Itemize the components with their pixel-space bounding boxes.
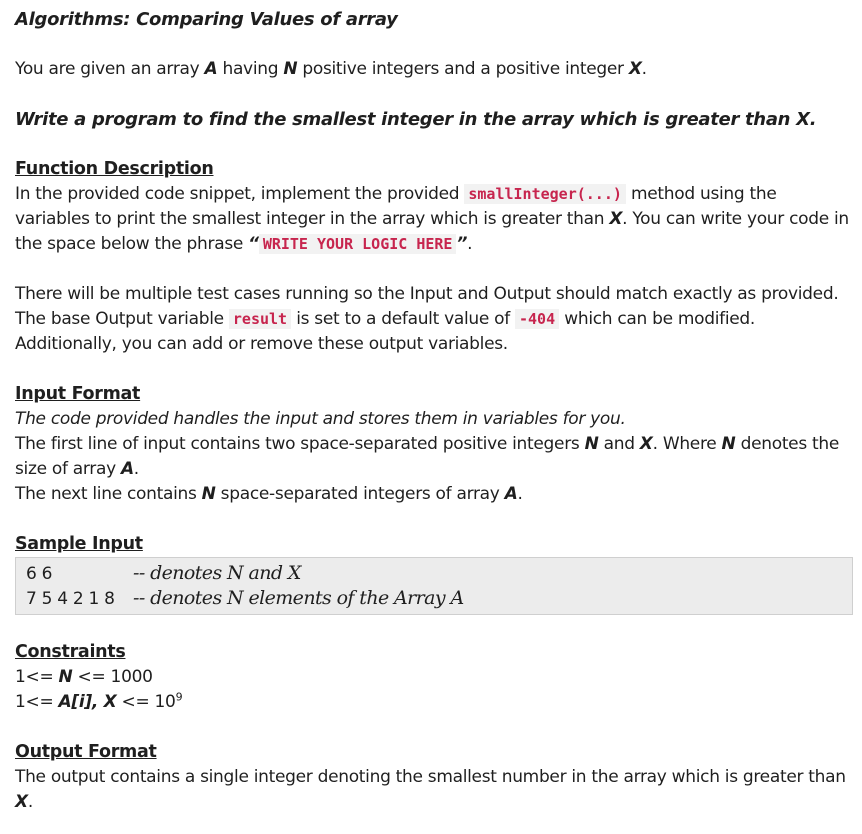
sample-input-heading: Sample Input	[15, 534, 143, 554]
var-a: A	[504, 484, 518, 504]
var-a: A	[204, 59, 218, 79]
var-n: N	[58, 667, 73, 687]
var-x: X	[628, 59, 642, 79]
if-text: The next line contains	[15, 484, 202, 504]
fd-text: is set to a default value of	[296, 309, 515, 329]
output-format-heading: Output Format	[15, 742, 157, 762]
test-cases-note: There will be multiple test cases running so the Input and Output should match exactly as provided.	[15, 284, 839, 304]
var-a: A	[120, 459, 134, 479]
close-quote: ”	[456, 234, 468, 254]
var-ai-x: A[i], X	[58, 692, 117, 712]
constraint-1	[15, 665, 856, 690]
fd-text: The base Output variable	[15, 309, 229, 329]
intro-text: You are given an array	[15, 59, 205, 79]
result-variable-code: result	[229, 309, 291, 329]
intro-text: .	[641, 59, 647, 79]
input-format-line-3	[15, 482, 856, 507]
var-x: X	[639, 434, 653, 454]
intro-text: having	[217, 59, 284, 79]
constraint-2	[15, 690, 856, 715]
constraints-heading: Constraints	[15, 642, 126, 662]
intro-paragraph	[15, 57, 856, 82]
output-variable-note	[15, 307, 856, 332]
exponent: 9	[175, 690, 183, 704]
open-quote: “	[248, 234, 259, 254]
logic-phrase-code: WRITE YOUR LOGIC HERE	[259, 234, 457, 254]
constraint-text: <= 1000	[72, 667, 153, 687]
var-x: X	[15, 792, 28, 812]
constraint-text: 1<=	[15, 692, 59, 712]
sample-note: -- denotes N and X	[133, 562, 301, 584]
input-format-heading: Input Format	[15, 384, 141, 404]
sample-input-row	[26, 586, 842, 611]
sample-values: 6 6	[26, 564, 53, 584]
var-x: X	[609, 209, 623, 229]
if-text: The first line of input contains two space-separated positive integers	[15, 434, 585, 454]
constraint-text: 1<=	[15, 667, 59, 687]
if-text: .	[517, 484, 523, 504]
fd-text: In the provided code snippet, implement the provided	[15, 184, 465, 204]
sample-input-box	[15, 557, 853, 615]
page-title: Algorithms: Comparing Values of array	[15, 9, 398, 30]
input-format-line-2	[15, 432, 856, 482]
if-text: and	[598, 434, 640, 454]
fd-text: .	[467, 234, 473, 254]
fd-text: which can be modified.	[564, 309, 755, 329]
additional-note: Additionally, you can add or remove these output variables.	[15, 334, 508, 354]
problem-statement-page	[0, 8, 862, 815]
input-format-line-1: The code provided handles the input and stores them in variables for you.	[15, 409, 626, 429]
function-description-paragraph	[15, 182, 856, 257]
var-n: N	[283, 59, 298, 79]
output-format-line	[15, 765, 856, 815]
if-text: space-separated integers of array	[215, 484, 505, 504]
constraint-text: <= 10	[116, 692, 176, 712]
sample-values: 7 5 4 2 1 8	[26, 589, 115, 609]
var-n: N	[721, 434, 736, 454]
intro-text: positive integers and a positive integer	[297, 59, 629, 79]
of-text: The output contains a single integer denoting the smallest number in the array which is greater than	[15, 767, 846, 787]
of-text: .	[27, 792, 33, 812]
fd-text: . You can write your code in the space below the phrase	[15, 209, 849, 254]
default-value-code: -404	[515, 309, 559, 329]
function-description-heading: Function Description	[15, 159, 214, 179]
fd-text: method using the variables to print the smallest integer in the array which is greater than	[15, 184, 777, 229]
if-text: denotes the size of array	[15, 434, 839, 479]
if-text: . Where	[652, 434, 722, 454]
var-n: N	[201, 484, 216, 504]
sample-input-row	[26, 561, 842, 586]
if-text: .	[133, 459, 139, 479]
method-name-code: smallInteger(...)	[464, 184, 626, 204]
problem-statement: Write a program to find the smallest integer in the array which is greater than X.	[15, 109, 817, 130]
var-n: N	[584, 434, 599, 454]
sample-note: -- denotes N elements of the Array A	[133, 587, 464, 609]
